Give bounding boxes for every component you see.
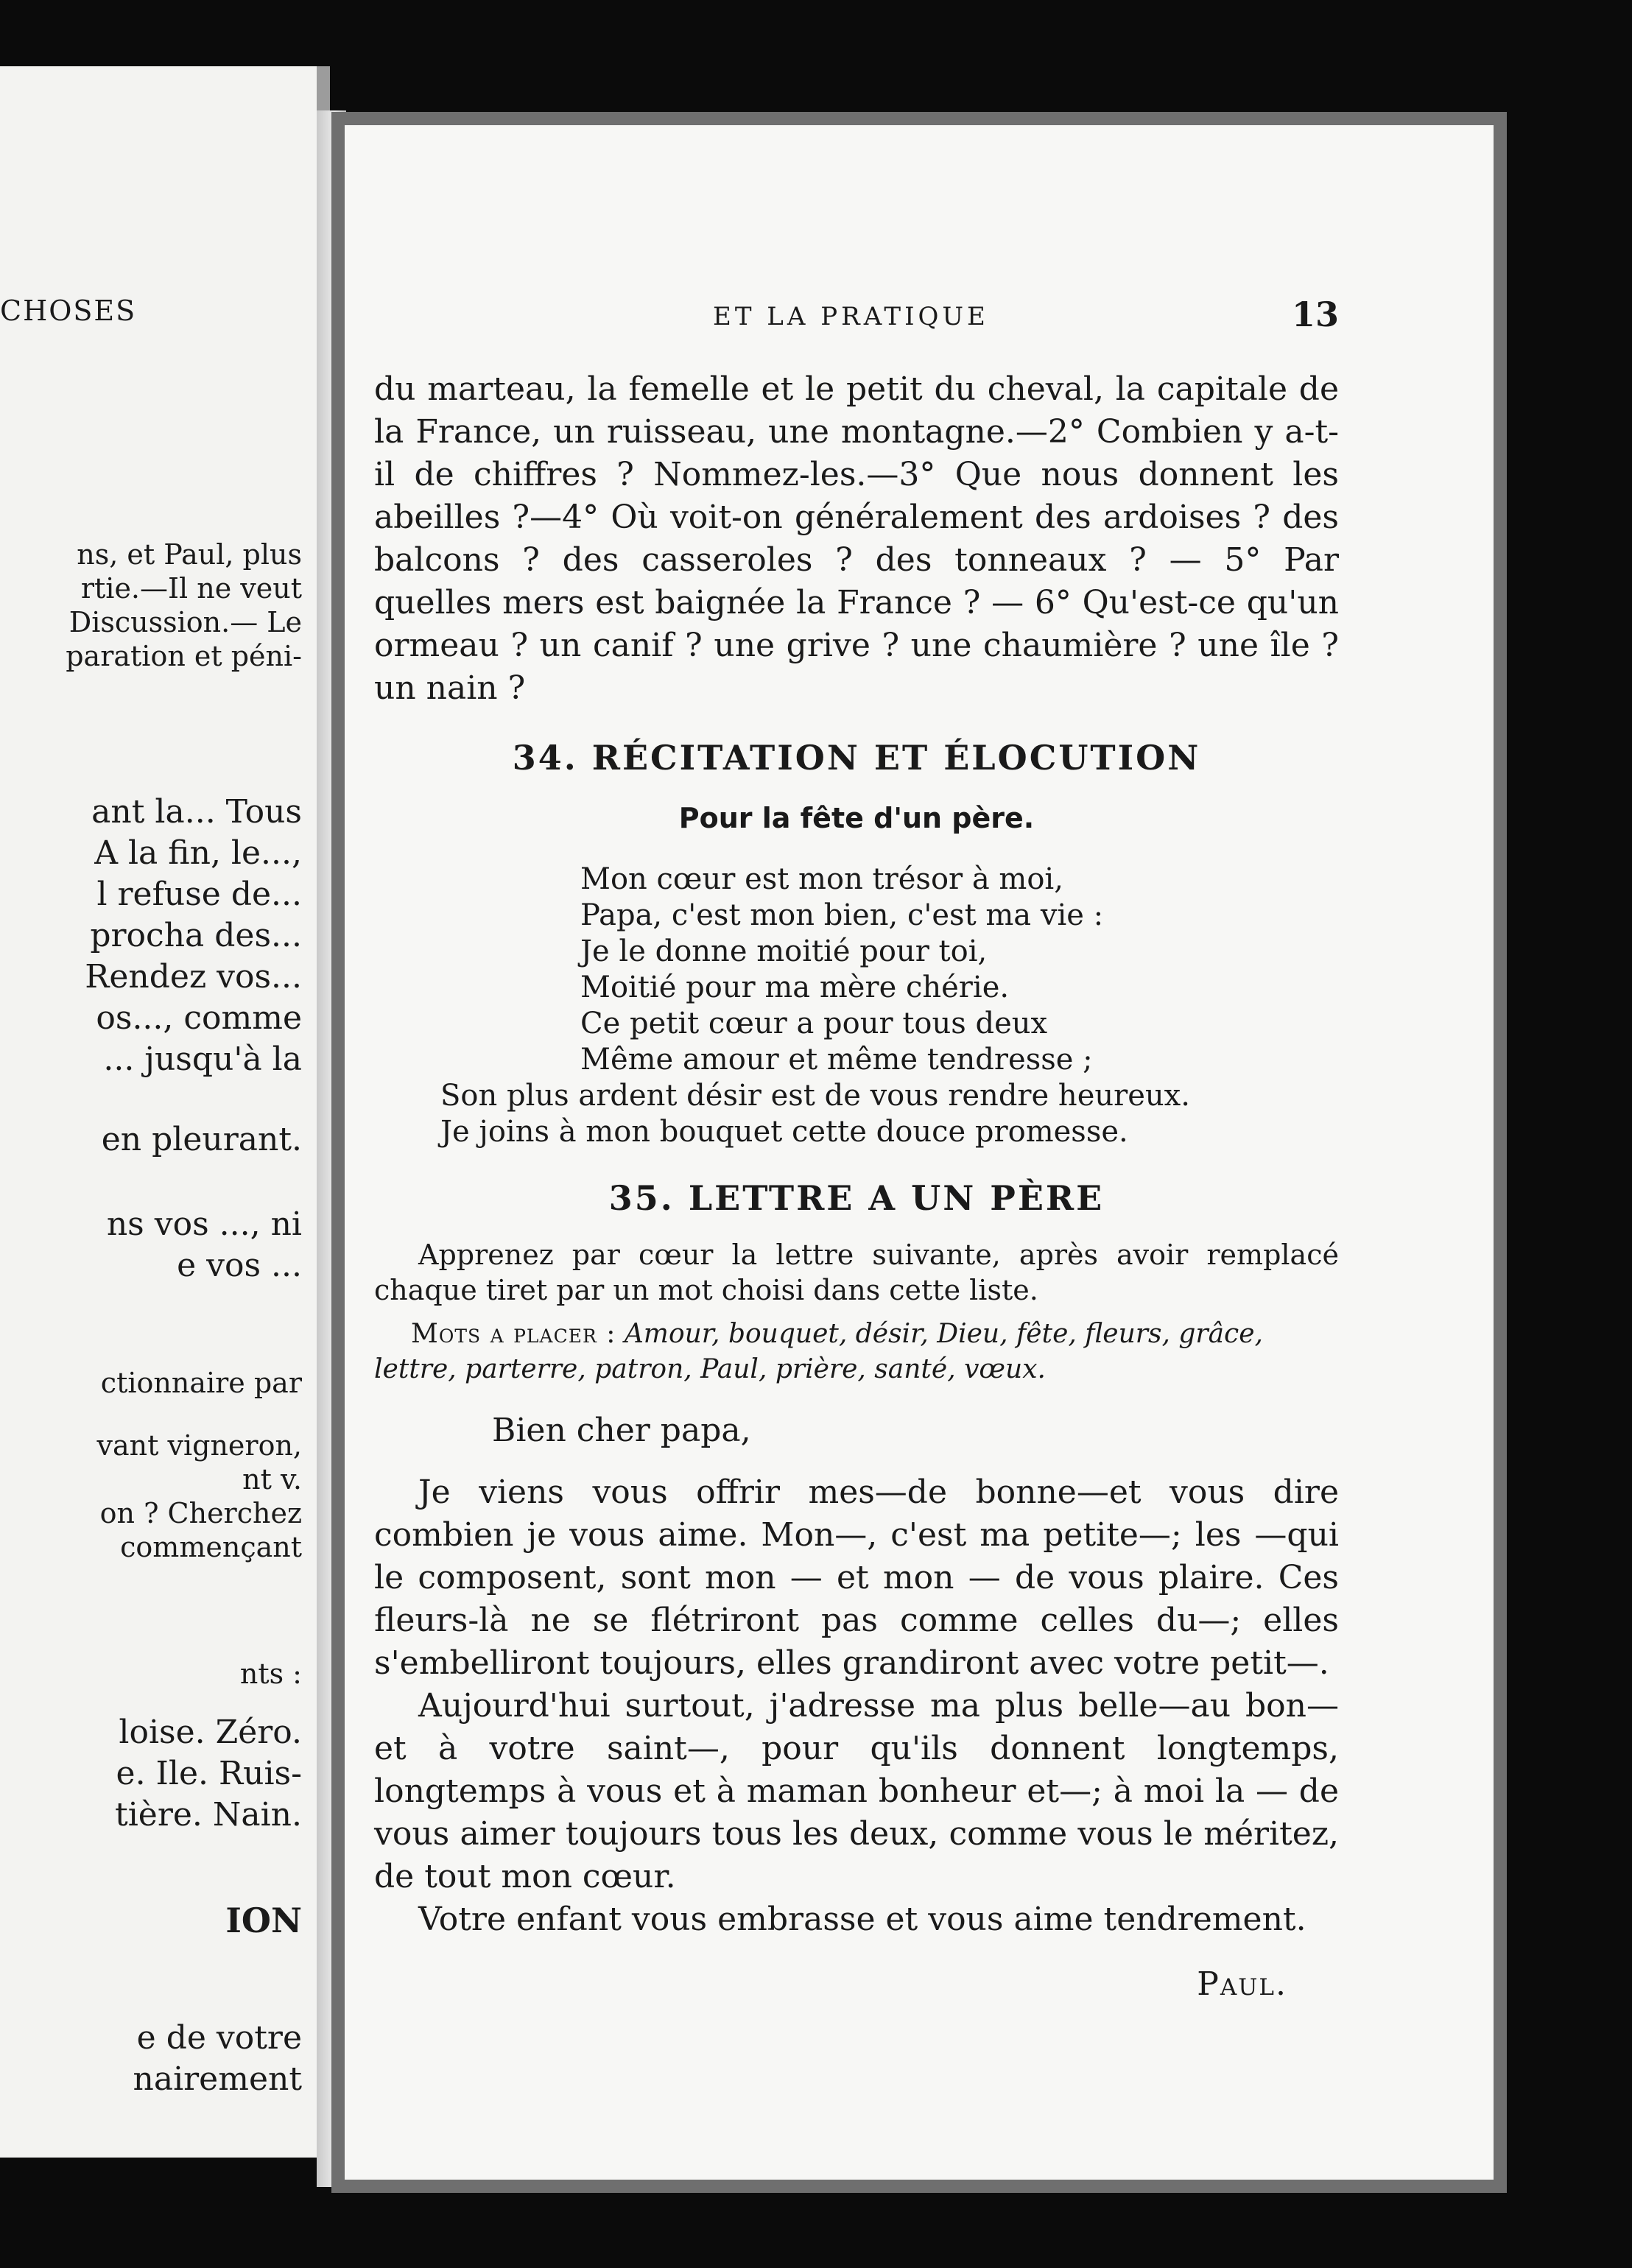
word-list-label: Mots a placer : xyxy=(411,1319,616,1349)
poem-line: Ce petit cœur a pour tous deux xyxy=(580,1007,1048,1040)
page-content xyxy=(374,368,1339,2006)
previous-page-line-c: en pleurant. xyxy=(101,1121,302,1158)
text-line: tière. Nain. xyxy=(115,1796,302,1834)
letter-paragraph: Aujourd'hui surtout, j'adresse ma plus belle—au bon—et à votre saint—, pour qu'ils donnent longtemps, longtemps à vous et à maman bonheur et—; à moi la — de vous aimer toujours tous les deux, comme vous le méritez, de tout mon cœur. xyxy=(374,1687,1339,1895)
running-title: ET LA PRATIQUE xyxy=(713,302,989,331)
book-gutter xyxy=(317,110,346,2187)
previous-page-line-g: nts : xyxy=(239,1658,302,1690)
letter-salutation: Bien cher papa, xyxy=(492,1412,751,1449)
letter-body xyxy=(374,1471,1339,1941)
text-line: nairement xyxy=(133,2060,302,2098)
text-line: nt v. xyxy=(242,1463,302,1496)
section-35-title: 35. LETTRE A UN PÈRE xyxy=(608,1178,1105,1218)
previous-page-block-j xyxy=(0,2018,302,2100)
poem-line: Mon cœur est mon trésor à moi, xyxy=(580,862,1063,896)
text-line: ns, et Paul, plus xyxy=(77,538,302,571)
text-line: ns vos ..., ni xyxy=(106,1205,302,1243)
letter-paragraph: Votre enfant vous embrasse et vous aime tendrement. xyxy=(418,1901,1306,1938)
text-line: paration et péni- xyxy=(66,640,302,672)
poem-line: Je joins à mon bouquet cette douce promesse. xyxy=(440,1115,1128,1149)
page-number: 13 xyxy=(1291,295,1339,334)
text-line: os..., comme xyxy=(96,999,302,1037)
text-line: commençant xyxy=(120,1531,302,1563)
word-list-items: Amour, bouquet, désir, Dieu, fête, fleurs, grâce, lettre, parterre, patron, Paul, prière, santé, vœux. xyxy=(374,1319,1263,1384)
poem-line: Papa, c'est mon bien, c'est ma vie : xyxy=(580,898,1104,932)
text-line: e. Ile. Ruis- xyxy=(116,1755,302,1792)
previous-page-header: CHOSES xyxy=(0,295,137,327)
text-line: ... jusqu'à la xyxy=(103,1040,302,1078)
text-line: procha des... xyxy=(90,917,302,954)
previous-page-fragment xyxy=(0,66,330,2158)
previous-page-line-e: ctionnaire par xyxy=(100,1367,302,1399)
previous-page-block-a xyxy=(0,538,302,673)
word-list xyxy=(374,1317,1339,1387)
text-line: e de votre xyxy=(136,2019,302,2057)
book-page xyxy=(345,125,1494,2180)
poem-line: Même amour et même tendresse ; xyxy=(580,1043,1093,1077)
poem-line: Son plus ardent désir est de vous rendre heureux. xyxy=(440,1079,1190,1113)
text-line: on ? Cherchez xyxy=(99,1497,302,1529)
previous-page-block-h xyxy=(0,1712,302,1836)
previous-page-block-f xyxy=(0,1429,302,1564)
poem-line: Je le donne moitié pour toi, xyxy=(580,934,988,968)
poem-line: Moitié pour ma mère chérie. xyxy=(580,971,1010,1004)
letter-signature: Paul. xyxy=(1197,1965,1287,2003)
poem-title: Pour la fête d'un père. xyxy=(678,802,1035,834)
text-line: Discussion.— Le xyxy=(68,606,302,638)
poem xyxy=(374,862,1339,1150)
running-head xyxy=(345,295,1494,339)
letter-paragraph: Je viens vous offrir mes—de bonne—et vous dire combien je vous aime. Mon—, c'est ma petite—; les —qui le composent, sont mon — et mon — de vous plaire. Ces fleurs-là ne se flétriront pas comme celles du—; elles s'embelliront toujours, elles grandiront avec votre petit—. xyxy=(374,1473,1339,1682)
text-line: l refuse de... xyxy=(96,876,302,913)
previous-page-block-b xyxy=(0,792,302,1080)
text-line: A la fin, le..., xyxy=(94,834,302,872)
text-line: rtie.—Il ne veut xyxy=(80,572,302,605)
previous-page-line-i: ION xyxy=(225,1901,302,1940)
opening-paragraph: du marteau, la femelle et le petit du cheval, la capitale de la France, un ruisseau, une montagne.—2° Combien y a-t-il de chiffres ? Nommez-les.—3° Que nous donnent les abeilles ?—4° Où voit-on généralement des ardoises ? des balcons ? des casseroles ? des tonneaux ? — 5° Par quelles mers est baignée la France ? — 6° Qu'est-ce qu'un ormeau ? un canif ? une grive ? une chaumière ? une île ? un nain ? xyxy=(374,370,1339,707)
letter-instruction: Apprenez par cœur la lettre suivante, après avoir remplacé chaque tiret par un mot choisi dans cette liste. xyxy=(374,1239,1339,1306)
text-line: vant vigneron, xyxy=(96,1429,302,1462)
text-line: Rendez vos... xyxy=(85,958,302,996)
section-34-title: 34. RÉCITATION ET ÉLOCUTION xyxy=(512,738,1201,778)
text-line: ant la... Tous xyxy=(91,793,302,831)
previous-page-block-d xyxy=(0,1204,302,1286)
text-line: loise. Zéro. xyxy=(119,1714,302,1751)
text-line: e vos ... xyxy=(177,1247,302,1284)
